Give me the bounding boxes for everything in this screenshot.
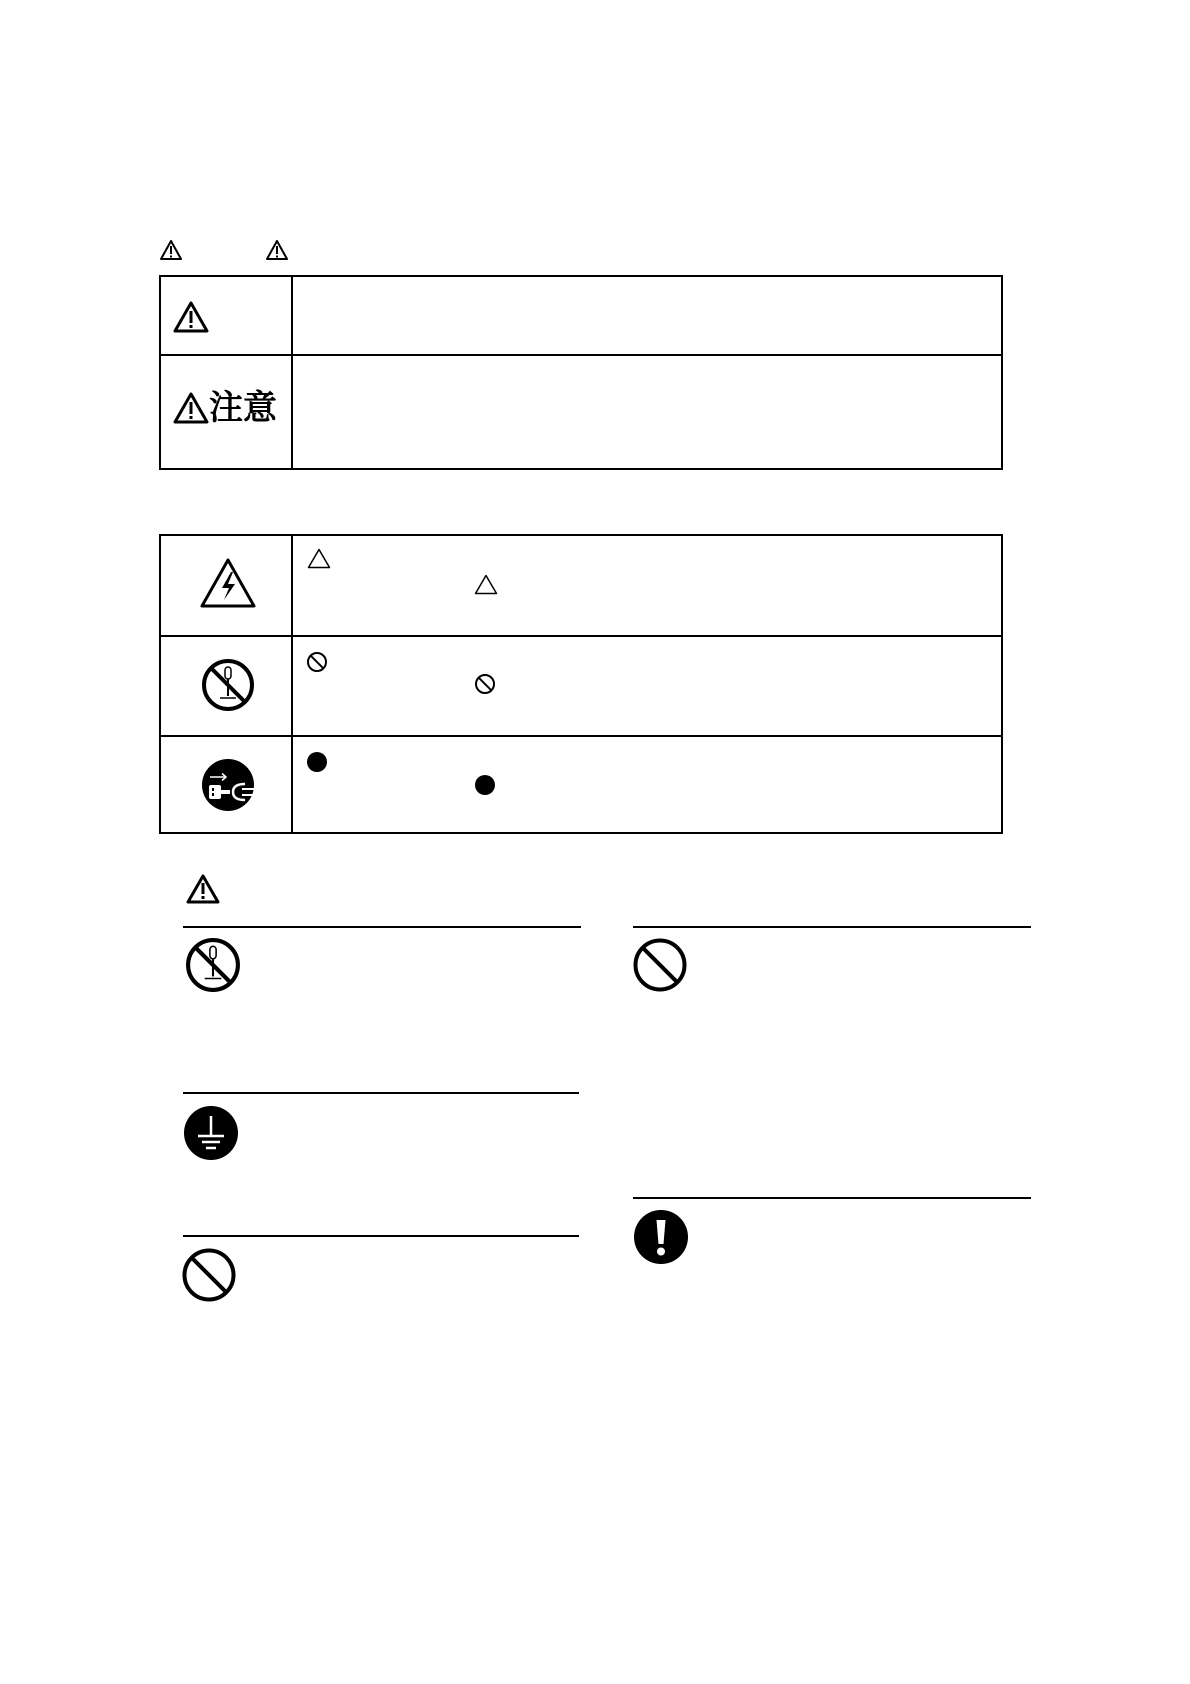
prohibition-icon: [181, 1247, 237, 1303]
prohibition-small-icon: [474, 673, 496, 695]
filled-circle-icon: [306, 751, 328, 773]
signal-word-label: 注意: [209, 388, 277, 428]
electric-shock-icon: [199, 557, 257, 609]
warning-triangle-icon: [160, 240, 182, 260]
ground-icon: [183, 1105, 239, 1161]
signal-words-table: [159, 275, 1003, 470]
section-divider: [183, 926, 581, 928]
filled-circle-icon: [474, 774, 496, 796]
warning-triangle-icon: [173, 301, 209, 333]
warning-triangle-icon: [186, 874, 220, 904]
warning-triangle-icon: [173, 392, 209, 424]
warning-triangle-icon: [266, 240, 288, 260]
section-divider: [633, 1197, 1031, 1199]
prohibition-icon: [632, 937, 688, 993]
no-disassembly-icon: [185, 937, 241, 993]
no-disassembly-icon: [201, 658, 255, 712]
unplug-icon: [201, 758, 255, 812]
symbol-table: [159, 534, 1003, 834]
section-divider: [183, 1235, 579, 1237]
section-divider: [633, 926, 1031, 928]
triangle-outline-icon: [474, 574, 498, 595]
prohibition-small-icon: [306, 651, 328, 673]
triangle-outline-icon: [307, 548, 331, 569]
exclamation-icon: [633, 1209, 689, 1265]
section-divider: [183, 1092, 579, 1094]
